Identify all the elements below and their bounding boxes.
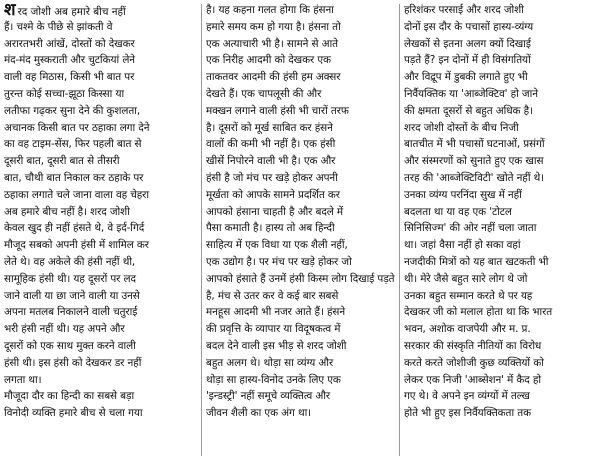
text-line: है, मंच से उतर कर वे कई बार सबसे: [206, 289, 339, 302]
text-line: बदलता था या वह एक 'टोटल: [404, 205, 512, 218]
text-line: जाने वाली या छा जाने वाली या उनसे: [4, 289, 140, 302]
text-line: आपको हंसाते हैं उनमें हंसी किस्म लोग दिखाई पड़ते: [206, 272, 395, 285]
text-line: साहित्य में एक विधा या एक शैली नहीं,: [206, 239, 348, 252]
text-line: एक निरीह आदमी को देखकर एक: [206, 54, 331, 67]
text-line: पड़ते हैं? इन दोनों में ही विसंगतियों: [404, 54, 531, 67]
text-column-1: [4, 2, 198, 458]
text-column-3: [404, 2, 596, 458]
text-line: 'इन्डस्ट्री' नहीं समूचे व्यक्तित्व और: [206, 390, 331, 403]
text-line: वाली वह मिठास, किसी भी बात पर: [4, 71, 135, 84]
text-line: केवल खुद ही नहीं हंसते थे, वे इर्द-गिर्द: [4, 222, 145, 235]
text-line: मनहूस आदमी भी नजर आते हैं। हंसने: [206, 306, 346, 319]
text-line: और विद्रूप में डुबकी लगाते हुए भी: [404, 71, 528, 84]
text-line: का वह टाइम-सेंस, फिर पहली बात से: [4, 138, 142, 151]
text-line: दोनों इस दौर के पचासों हास्य-व्यंग्य: [404, 20, 534, 33]
text-line: करते करते जोशीजी कुछ व्यक्तियों को: [404, 356, 544, 369]
column-divider: [399, 4, 400, 456]
text-line: बातचीत में भी पचासों घटनाओं, प्रसंगों: [404, 138, 545, 151]
text-line: लेकर एक निजी 'आब्सेशन' में कैद हो: [404, 373, 542, 386]
text-column-2: [206, 2, 396, 458]
text-line: देखकर जी को मलाल होता था कि भारत: [404, 306, 553, 319]
text-line: रद जोशी अब हमारे बीच नहीं: [17, 6, 126, 18]
text-line: बहुत अलग थे। थोड़ा सा व्यंग्य और: [206, 356, 334, 369]
text-line: है। दूसरों को मूर्ख साबित कर हंसने: [206, 121, 333, 134]
text-line: नजदीकी मित्रों को यह बात खटकती भी: [404, 255, 549, 268]
text-line: अब हमारे बीच नहीं है। शरद जोशी: [4, 205, 130, 218]
text-line: बदल देने वाली इस भीड़ से शरद जोशी: [206, 339, 347, 352]
text-line: भरी हंसी नहीं थी। यह अपने और: [4, 323, 125, 336]
text-line: अपना मतलब निकालने वाली चतुराई: [4, 306, 138, 319]
text-line: थी। मेरे जैसे बहुत सारे लोग थे जो: [404, 272, 528, 285]
text-line: की प्रवृत्ति के व्यापार या विदूषकत्व में: [206, 323, 341, 336]
text-line: लेखकों से इतना अलग क्यों दिखाई: [404, 37, 531, 50]
text-line: होते भी हुए इस निर्वैयक्तिकता तक: [404, 407, 531, 420]
text-line: हमारे समय कम हो गया है। हंसना तो: [206, 20, 341, 33]
text-line: मौजूद सबको अपनी हंसी में शामिल कर: [4, 239, 149, 252]
text-line: उनका व्यंग्य परनिंदा सुख में नहीं: [404, 188, 522, 201]
column-divider: [201, 4, 202, 456]
text-line: ताकतवर आदमी की हंसी हम अक्सर: [206, 71, 341, 84]
text-line: आपको हंसाना चाहती है और बदले में: [206, 205, 344, 218]
text-line: अचानक किसी बात पर ठहाका लगा देने: [4, 121, 150, 134]
text-line: सामूहिक हंसी थी। यह दूसरों पर लद: [4, 272, 136, 285]
text-line: सिनिसिज्म' की ओर नहीं चला जाता: [404, 222, 537, 235]
text-line: और संस्मरणों को सुनाते हुए एक खास: [404, 155, 544, 168]
text-line: उनका बहुत सम्मान करते थे पर यह: [404, 289, 533, 302]
text-line: दूसरी बात, दूसरी बात से तीसरी: [4, 155, 120, 168]
text-line: तरह की 'आब्जेक्टिविटी' खोते नहीं थे।: [404, 171, 544, 184]
text-line: खीसें निपोरने वाली भी है। एक और: [206, 155, 336, 168]
text-line: सरकार की संस्कृति नीतियों का विरोध: [404, 339, 542, 352]
text-line: जीवन शैली का एक अंग था।: [206, 407, 312, 420]
text-line: था। जहां वैसा नहीं हो सका वहां: [404, 239, 521, 252]
text-line: मंद-मंद मुस्कराती और चुटकियां लेने: [4, 54, 135, 67]
text-line: एक अत्याचारी भी है। सामने से आते: [206, 37, 338, 50]
text-line: बात, चौथी बात निकाल कर ठहाके पर: [4, 171, 144, 184]
text-line: थोड़ा सा हास्य-विनोद उनके लिए एक: [206, 373, 341, 386]
text-line: है। यह कहना गलत होगा कि हंसना: [206, 4, 334, 16]
text-line: एक उद्योग है। पर मंच पर खड़े होकर जो: [206, 255, 352, 268]
text-line: निर्वैयक्तिक या 'आब्जेक्टिव' हो जाने: [404, 87, 538, 100]
text-line: दूसरों को एक साथ मुक्त करने वाली: [4, 339, 136, 352]
text-line: हंसी थी। इस हंसी को देखकर डर नहीं: [4, 356, 142, 369]
text-line: वालों की कमी भी नहीं है। एक हंसी: [206, 138, 336, 151]
dropcap-letter: श: [4, 2, 16, 19]
text-line: मूर्खता को आपके सामने प्रदर्शित कर: [206, 188, 340, 201]
text-line: मक्खन लगाने वाली हंसी भी चारों तरफ: [206, 104, 349, 117]
text-line: ठहाका लगाते चले जाना वाला वह चेहरा: [4, 188, 149, 201]
text-line: विनोदी व्यक्ति हमारे बीच से चला गया: [4, 407, 143, 420]
text-line: अरारतभरी आंखें, दोस्तों को देखकर: [4, 37, 135, 50]
text-line: लतीफा गढ़कर सुना देने की कुशलता,: [4, 104, 141, 117]
text-line: की क्षमता दूसरों से बहुत अधिक है।: [404, 104, 533, 117]
opening-line: [4, 2, 198, 19]
text-line: लगता था।: [4, 373, 42, 386]
text-line: शरद जोशी दोस्तों के बीच निजी: [404, 121, 519, 134]
text-line: देखते हैं। एक चापलूसी की और: [206, 87, 322, 100]
text-line: हरिशंकर परसाई और शरद जोशी: [404, 4, 524, 16]
text-line: पैसा कमाती है। हास्य तो अब हिन्दी: [206, 222, 335, 235]
text-line: गए थे। वे अपने इन व्यंग्यों में तल्ख: [404, 390, 530, 403]
text-line: हैं। चश्मे के पीछे से झांकती वे: [4, 20, 113, 33]
text-line: भवन, अशोक वाजपेयी और म. प्र.: [404, 323, 531, 336]
text-line: लेते थे। वह अकेले की हंसी नहीं थी,: [4, 255, 136, 268]
text-line: तुरन्त कोई सच्चा-झूठा किस्सा या: [4, 87, 125, 100]
text-line: हंसी है जो मंच पर खड़े होकर अपनी: [206, 171, 338, 184]
text-line: मौजूदा दौर का हिन्दी का सबसे बड़ा: [4, 390, 135, 403]
